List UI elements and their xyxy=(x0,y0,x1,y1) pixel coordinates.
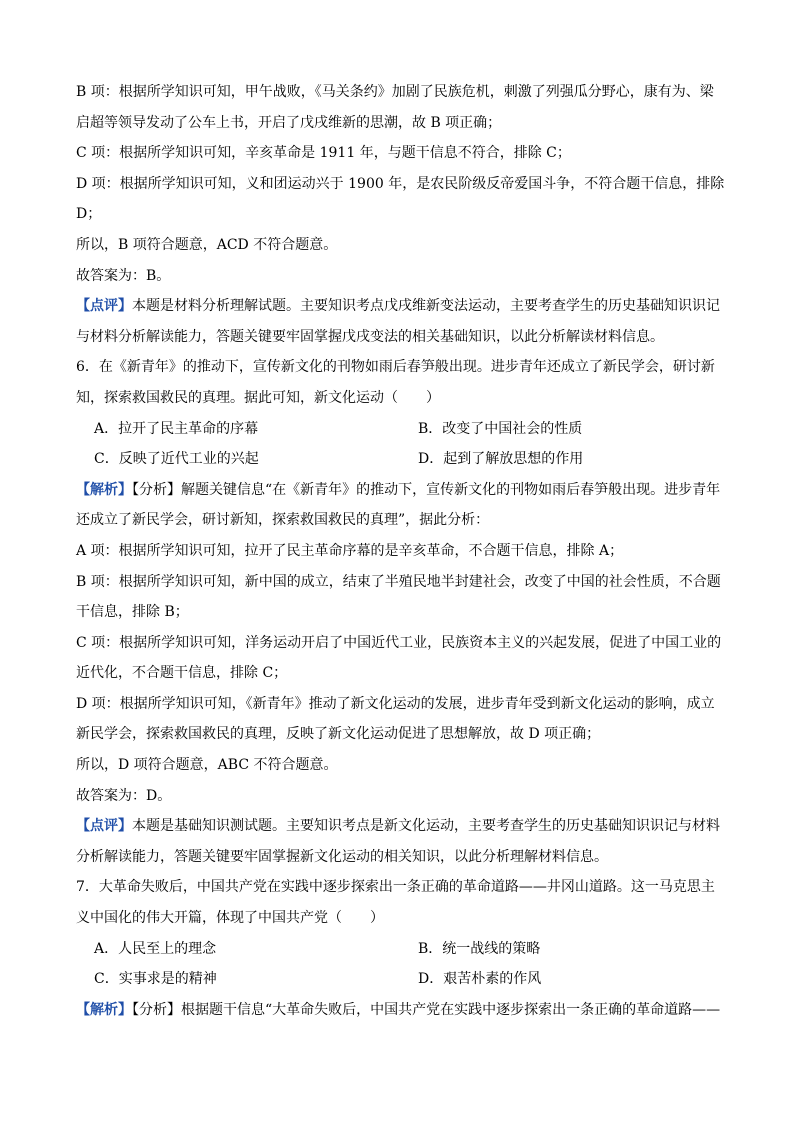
q6-summary: 所以，D 项符合题意，ABC 不符合题意。 xyxy=(76,757,338,774)
q6-options-row1 xyxy=(76,414,748,445)
q5-comment-line2: 与材料分析解读能力，答题关键要牢固掌握戊戌变法的相关基础知识，以此分析解读材料信息。 xyxy=(76,328,664,345)
q6-d-line1: D 项：根据所学知识可知，《新青年》推动了新文化运动的发展，进步青年受到新文化运动的影响，成立 xyxy=(76,695,715,712)
q5-c-line: C 项：根据所学知识可知，辛亥革命是 1911 年，与题干信息不符合，排除 C； xyxy=(76,145,571,162)
q5-b-line2: 启超等领导发动了公车上书，开启了戊戌维新的思潮，故 B 项正确； xyxy=(76,114,502,131)
q6-c-line1: C 项：根据所学知识可知，洋务运动开启了中国近代工业，民族资本主义的兴起发展，促进了中国工业的 xyxy=(76,634,722,651)
q6-analysis-text1: 【分析】解题关键信息“在《新青年》的推动下，宣传新文化的刊物如雨后春笋般出现。进步青年 xyxy=(132,481,721,498)
comment-tag: 【点评】 xyxy=(76,298,132,315)
comment-tag: 【点评】 xyxy=(76,818,132,835)
q6-c-line2: 近代化，不合题干信息，排除 C； xyxy=(76,665,288,682)
q7-analysis-text1: 【分析】根据题干信息“大革命失败后，中国共产党在实践中逐步探索出一条正确的革命道路—— xyxy=(132,1001,721,1018)
q7-stem-line1: 7．大革命失败后，中国共产党在实践中逐步探索出一条正确的革命道路——井冈山道路。这一马克思主 xyxy=(76,879,715,896)
document-page xyxy=(76,77,748,1025)
q6-comment-line2: 分析解读能力，答题关键要牢固掌握新文化运动的相关知识，以此分析理解材料信息。 xyxy=(76,848,608,865)
q6-stem-line1: 6．在《新青年》的推动下，宣传新文化的刊物如雨后春笋般出现。进步青年还成立了新民学会，研讨新 xyxy=(76,359,715,376)
q7-option-a: A．人民至上的理念 xyxy=(94,940,217,957)
q7-option-c: C．实事求是的精神 xyxy=(94,971,217,988)
q5-summary: 所以，B 项符合题意，ACD 不符合题意。 xyxy=(76,236,338,253)
q6-option-d: D．起到了解放思想的作用 xyxy=(418,451,584,468)
q5-d-line1: D 项：根据所学知识可知，义和团运动兴于 1900 年，是农民阶级反帝爱国斗争，不符合题干信息，排除 xyxy=(76,175,725,192)
q6-option-c: C．反映了近代工业的兴起 xyxy=(94,451,259,468)
q6-stem-line2: 知，探索救国救民的真理。据此可知，新文化运动（ ） xyxy=(76,389,440,406)
q7-option-d: D．艰苦朴素的作风 xyxy=(418,971,542,988)
q6-analysis-line1 xyxy=(76,475,748,506)
q6-d-line2: 新民学会，探索救国救民的真理，反映了新文化运动促进了思想解放，故 D 项正确； xyxy=(76,726,601,743)
q6-options-row2 xyxy=(76,444,748,475)
q7-options-row1 xyxy=(76,934,748,965)
q6-analysis-line2: 还成立了新民学会，研讨新知，探索救国救民的真理”，据此分析： xyxy=(76,512,490,529)
analysis-tag: 【解析】 xyxy=(76,481,132,498)
q7-analysis-line1 xyxy=(76,995,748,1026)
q6-comment-line1 xyxy=(76,811,748,842)
q5-d-line2: D； xyxy=(76,206,102,223)
q6-answer: 故答案为：D。 xyxy=(76,787,172,804)
q7-options-row2 xyxy=(76,964,748,995)
q5-comment-text1: 本题是材料分析理解试题。主要知识考点戊戌维新变法运动，主要考查学生的历史基础知识识记 xyxy=(132,298,720,315)
q6-b-line1: B 项：根据所学知识可知，新中国的成立，结束了半殖民地半封建社会，改变了中国的社会性质，不合题 xyxy=(76,573,721,590)
q7-option-b: B．统一战线的策略 xyxy=(418,940,541,957)
q5-answer: 故答案为：B。 xyxy=(76,267,171,284)
q5-b-line1: B 项：根据所学知识可知，甲午战败，《马关条约》加剧了民族危机，刺激了列强瓜分野心，康有为、梁 xyxy=(76,84,714,100)
q6-option-a: A．拉开了民主革命的序幕 xyxy=(94,420,259,437)
q6-comment-text1: 本题是基础知识测试题。主要知识考点是新文化运动，主要考查学生的历史基础知识识记与材料 xyxy=(132,818,720,835)
q6-option-b: B．改变了中国社会的性质 xyxy=(418,420,583,437)
q7-stem-line2: 义中国化的伟大开篇，体现了中国共产党（ ） xyxy=(76,910,384,927)
q6-a-line: A 项：根据所学知识可知，拉开了民主革命序幕的是辛亥革命，不合题干信息，排除 A； xyxy=(76,542,624,559)
q5-comment-line1 xyxy=(76,291,748,322)
q6-b-line2: 干信息，排除 B； xyxy=(76,604,189,621)
analysis-tag: 【解析】 xyxy=(76,1001,132,1018)
